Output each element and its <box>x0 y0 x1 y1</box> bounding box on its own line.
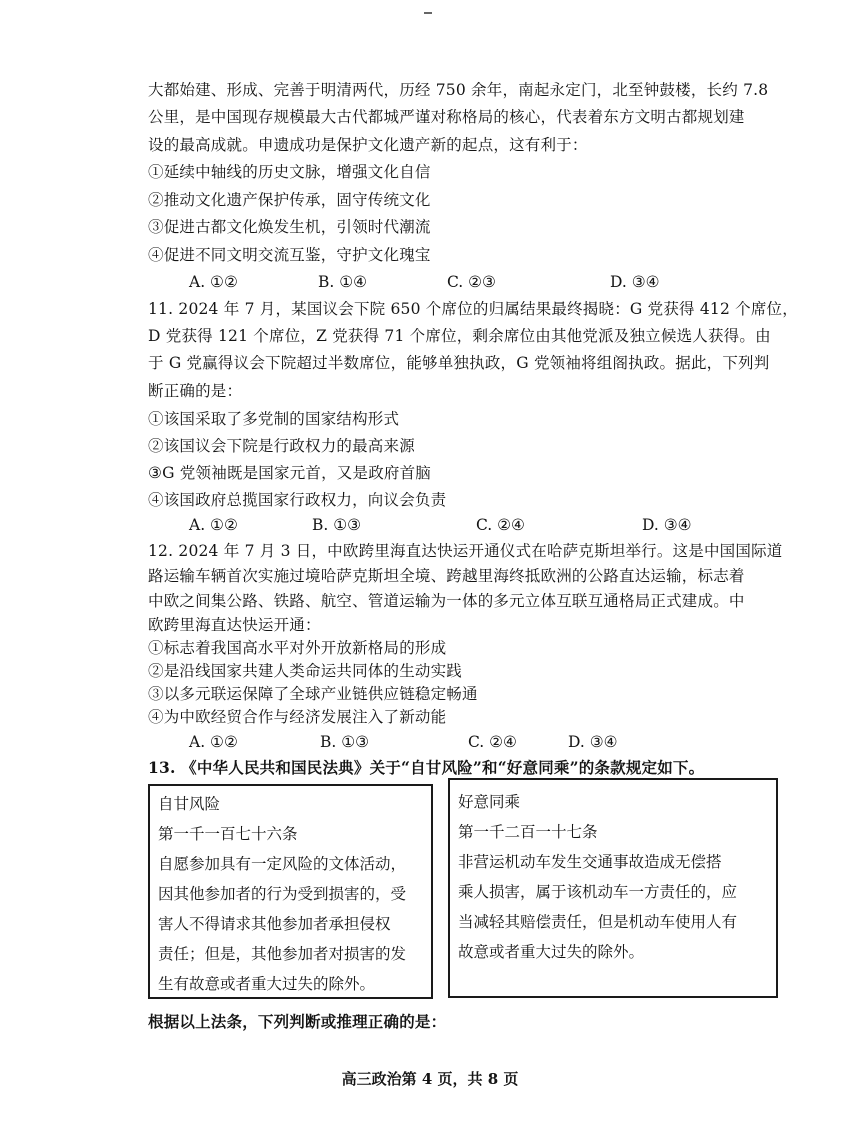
q11-item: ①该国采取了多党制的国家结构形式 <box>148 410 400 428</box>
q11-stem-line: 11. 2024 年 7 月，某国议会下院 650 个席位的归属结果最终揭晓：G 党获得 412 个席位， <box>148 300 798 318</box>
q13-stem: 13. 《中华人民共和国民法典》关于“自甘风险”和“好意同乘”的条款规定如下。 <box>148 758 705 777</box>
article-title: 自甘风险 <box>158 795 221 813</box>
q12-stem-line: 12. 2024 年 7 月 3 日，中欧跨里海直达快运开通仪式在哈萨克斯坦举行。这是中国国际道 <box>148 542 783 560</box>
q11-item: ②该国议会下院是行政权力的最高来源 <box>148 437 415 455</box>
article-box-left <box>148 784 433 999</box>
q12-stem-line: 路运输车辆首次实施过境哈萨克斯坦全境、跨越里海终抵欧洲的公路直达运输，标志着 <box>148 567 745 585</box>
q12-stem-line: 中欧之间集公路、铁路、航空、管道运输为一体的多元立体互联互通格局正式建成。中 <box>148 592 745 610</box>
q12-item: ②是沿线国家共建人类命运共同体的生动实践 <box>148 662 463 680</box>
article-box-right <box>448 778 778 998</box>
article-text-line: 乘人损害，属于该机动车一方责任的，应 <box>458 883 738 901</box>
q10-item: ①延续中轴线的历史文脉，增强文化自信 <box>148 163 431 181</box>
q10-item: ④促进不同文明交流互鉴，守护文化瑰宝 <box>148 246 431 264</box>
q12-stem-line: 欧跨里海直达快运开通： <box>148 616 321 634</box>
q11-option-b: B. ①③ <box>312 516 362 534</box>
q11-option-a: A. ①② <box>189 516 238 534</box>
scan-mark <box>424 12 432 14</box>
q13-question: 根据以上法条，下列判断或推理正确的是： <box>148 1012 447 1031</box>
article-text-line: 责任；但是，其他参加者对损害的发 <box>158 945 407 963</box>
q10-option-b: B. ①④ <box>318 273 368 291</box>
article-text-line: 当减轻其赔偿责任，但是机动车使用人有 <box>458 913 738 931</box>
q12-option-a: A. ①② <box>189 733 238 751</box>
q12-item: ①标志着我国高水平对外开放新格局的形成 <box>148 639 447 657</box>
page-footer: 高三政治第 4 页，共 8 页 <box>341 1070 519 1088</box>
article-text-line: 生有故意或者重大过失的除外。 <box>158 975 376 993</box>
article-text-line: 故意或者重大过失的除外。 <box>458 943 645 961</box>
q10-option-c: C. ②③ <box>447 273 496 291</box>
q11-item: ③G 党领袖既是国家元首，又是政府首脑 <box>148 464 432 482</box>
q11-item: ④该国政府总揽国家行政权力，向议会负责 <box>148 491 447 509</box>
article-title: 好意同乘 <box>458 793 521 811</box>
q12-option-c: C. ②④ <box>468 733 517 751</box>
q12-option-b: B. ①③ <box>320 733 370 751</box>
q11-stem-line: 断正确的是： <box>148 382 243 400</box>
article-text-line: 害人不得请求其他参加者承担侵权 <box>158 915 391 933</box>
article-text-line: 非营运机动车发生交通事故造成无偿搭 <box>458 853 722 871</box>
q10-option-d: D. ③④ <box>610 273 660 291</box>
article-number: 第一千二百一十七条 <box>458 823 598 841</box>
q10-stem-line: 大都始建、形成、完善于明清两代，历经 750 余年，南起永定门，北至钟鼓楼，长约 7.8 <box>148 81 769 99</box>
q12-item: ④为中欧经贸合作与经济发展注入了新动能 <box>148 708 447 726</box>
q11-stem-line: D 党获得 121 个席位，Z 党获得 71 个席位，剩余席位由其他党派及独立候选人获得。由 <box>148 327 771 345</box>
q10-option-a: A. ①② <box>189 273 238 291</box>
article-number: 第一千一百七十六条 <box>158 825 298 843</box>
q12-option-d: D. ③④ <box>568 733 618 751</box>
q11-stem-line: 于 G 党赢得议会下院超过半数席位，能够单独执政，G 党领袖将组阁执政。据此，下列判 <box>148 354 770 372</box>
q10-stem-line: 设的最高成就。申遗成功是保护文化遗产新的起点，这有利于： <box>148 136 588 154</box>
q12-item: ③以多元联运保障了全球产业链供应链稳定畅通 <box>148 685 478 703</box>
q10-stem-line: 公里，是中国现存规模最大古代都城严谨对称格局的核心，代表着东方文明古都规划建 <box>148 108 745 126</box>
q10-item: ②推动文化遗产保护传承，固守传统文化 <box>148 191 431 209</box>
article-text-line: 因其他参加者的行为受到损害的，受 <box>158 885 407 903</box>
q11-option-c: C. ②④ <box>476 516 525 534</box>
article-text-line: 自愿参加具有一定风险的文体活动， <box>158 855 407 873</box>
q11-option-d: D. ③④ <box>642 516 692 534</box>
q10-item: ③促进古都文化焕发生机，引领时代潮流 <box>148 218 431 236</box>
